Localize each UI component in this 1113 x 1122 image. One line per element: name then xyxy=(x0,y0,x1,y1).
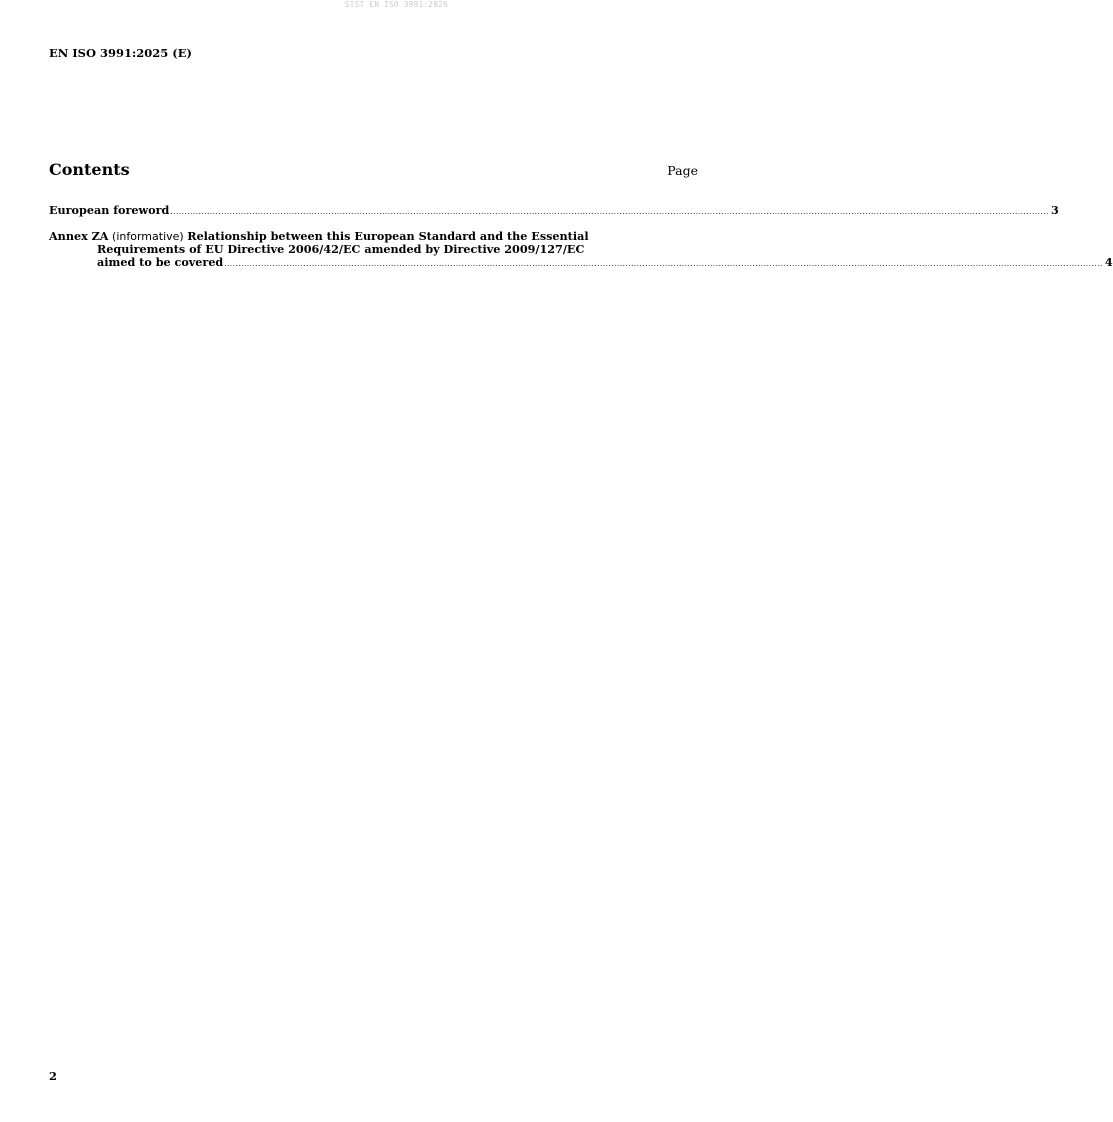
annex-type: (informative) xyxy=(112,230,184,243)
toc-entry-page: 4 xyxy=(1104,255,1113,269)
toc-entry-page: 3 xyxy=(1050,203,1059,217)
dot-leader: ....................................................................................................................................................................................................................................................................................................................... xyxy=(170,208,1049,216)
watermark: SIST EN ISO 3991:2026 xyxy=(344,0,449,9)
table-of-contents xyxy=(49,203,1113,271)
toc-entry-european-foreword[interactable] xyxy=(49,203,1059,219)
toc-entry-annex-za[interactable] xyxy=(49,229,1113,271)
annex-prefix: Annex ZA xyxy=(49,229,109,243)
annex-title-line1: Relationship between this European Standard and the Essential xyxy=(187,229,589,243)
annex-title-line2: Requirements of EU Directive 2006/42/EC amended by Directive 2009/127/EC xyxy=(97,242,585,256)
toc-entry-label: European foreword xyxy=(49,203,170,217)
document-identifier: EN ISO 3991:2025 (E) xyxy=(49,46,192,60)
dot-leader: ....................................................................................................................................................................................................................................................................................................................... xyxy=(224,260,1103,268)
page-number: 2 xyxy=(49,1069,58,1083)
annex-title-line3: aimed to be covered xyxy=(97,255,224,269)
page-column-label: Page xyxy=(667,163,698,178)
contents-heading: Contents xyxy=(49,160,130,179)
